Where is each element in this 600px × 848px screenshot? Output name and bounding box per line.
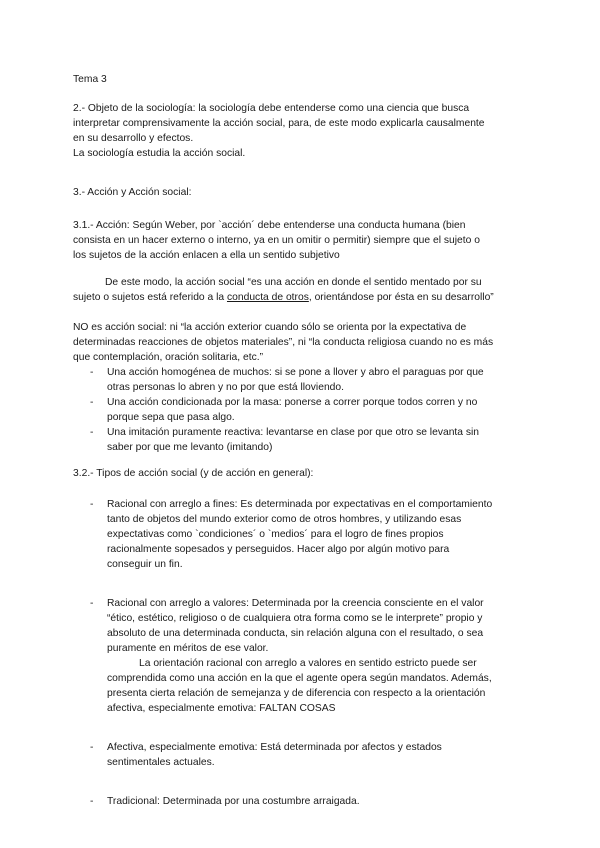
list-item: - Una acción condicionada por la masa: ponerse a correr porque todos corren y no porque sepa que pasa algo. [90, 397, 478, 423]
list-item-tradicional: - Tradicional: Determinada por una costumbre arraigada. [90, 796, 360, 807]
doc-title: Tema 3 [73, 74, 107, 85]
paragraph-accion-social: De este modo, la acción social “es una acción en donde el sentido mentado por su sujeto o sujetos está referido a la conducta de otros, orientándose por ésta en su desarrollo” [73, 275, 533, 305]
dash-bullet: - [90, 742, 94, 753]
dash-bullet: - [90, 499, 94, 510]
heading-tipos: 3.2.- Tipos de acción social (y de acción en general): [73, 468, 314, 479]
paragraph-objeto: 2.- Objeto de la sociología: la sociología debe entenderse como una ciencia que busca interpretar comprensivamente la acción social, para, de este modo explicarla causalmente en su desarrollo y efectos. La sociología estudia la acción social. [73, 103, 485, 159]
dash-bullet: - [90, 427, 94, 438]
no-accion-list [90, 365, 530, 455]
list-item-valores: - Racional con arreglo a valores: Determinada por la creencia consciente en el valor “ético, estético, religioso o de cualquiera otra forma como se le interprete” propio y absoluto de una determinada conducta, sin relación alguna con el resultado, o sea puramente en méritos de ese valor. La orientación racional con arreglo a valores en sentido estricto puede ser comprendida como una acción en la que el agente opera según mandatos. Además, presenta cierta relación de semejanza y de diferencia con respecto a la orientación afectiva, especialmente emotiva: FALTAN COSAS [90, 598, 492, 714]
list-item-afectiva: - Afectiva, especialmente emotiva: Está determinada por afectos y estados sentimentales actuales. [90, 742, 442, 768]
list-item: - Una imitación puramente reactiva: levantarse en clase por que otro se levanta sin saber por que me levanto (imitando) [90, 427, 480, 453]
list-item-fines: - Racional con arreglo a fines: Es determinada por expectativas en el comportamiento tanto de objetos del mundo exterior como de otros hombres, y utilizando esas expectativas como `condiciones´ o `medios´ para el logro de fines propios racionalmente sopesados y perseguidos. Hacer algo por algún motivo para conseguir un fin. [90, 499, 493, 570]
paragraph-accion-social-line2: sujeto o sujetos está referido a la conducta de otros, orientándose por ésta en su desarrollo” [73, 292, 494, 303]
dash-bullet: - [90, 598, 94, 609]
list-item: - Una acción homogénea de muchos: si se pone a llover y abro el paraguas por que otras personas lo abren y no por que está lloviendo. [90, 367, 484, 393]
paragraph-accion: 3.1.- Acción: Según Weber, por `acción´ debe entenderse una conducta humana (bien consista en un hacer externo o interno, ya en un omitir o permitir) siempre que el sujeto o los sujetos de la acción enlacen a ella un sentido subjetivo [73, 220, 480, 261]
heading-accion: 3.- Acción y Acción social: [73, 187, 192, 198]
paragraph-no-accion: NO es acción social: ni “la acción exterior cuando sólo se orienta por la expectativa de determinadas reacciones de objetos materiales”, ni “la conducta religiosa cuando no es más que contemplación, oración solitaria, etc.” [73, 322, 494, 363]
dash-bullet: - [90, 796, 94, 807]
dash-bullet: - [90, 397, 94, 408]
tipos-list [90, 497, 530, 809]
underlined-text: conducta de otros [226, 292, 309, 303]
dash-bullet: - [90, 367, 94, 378]
